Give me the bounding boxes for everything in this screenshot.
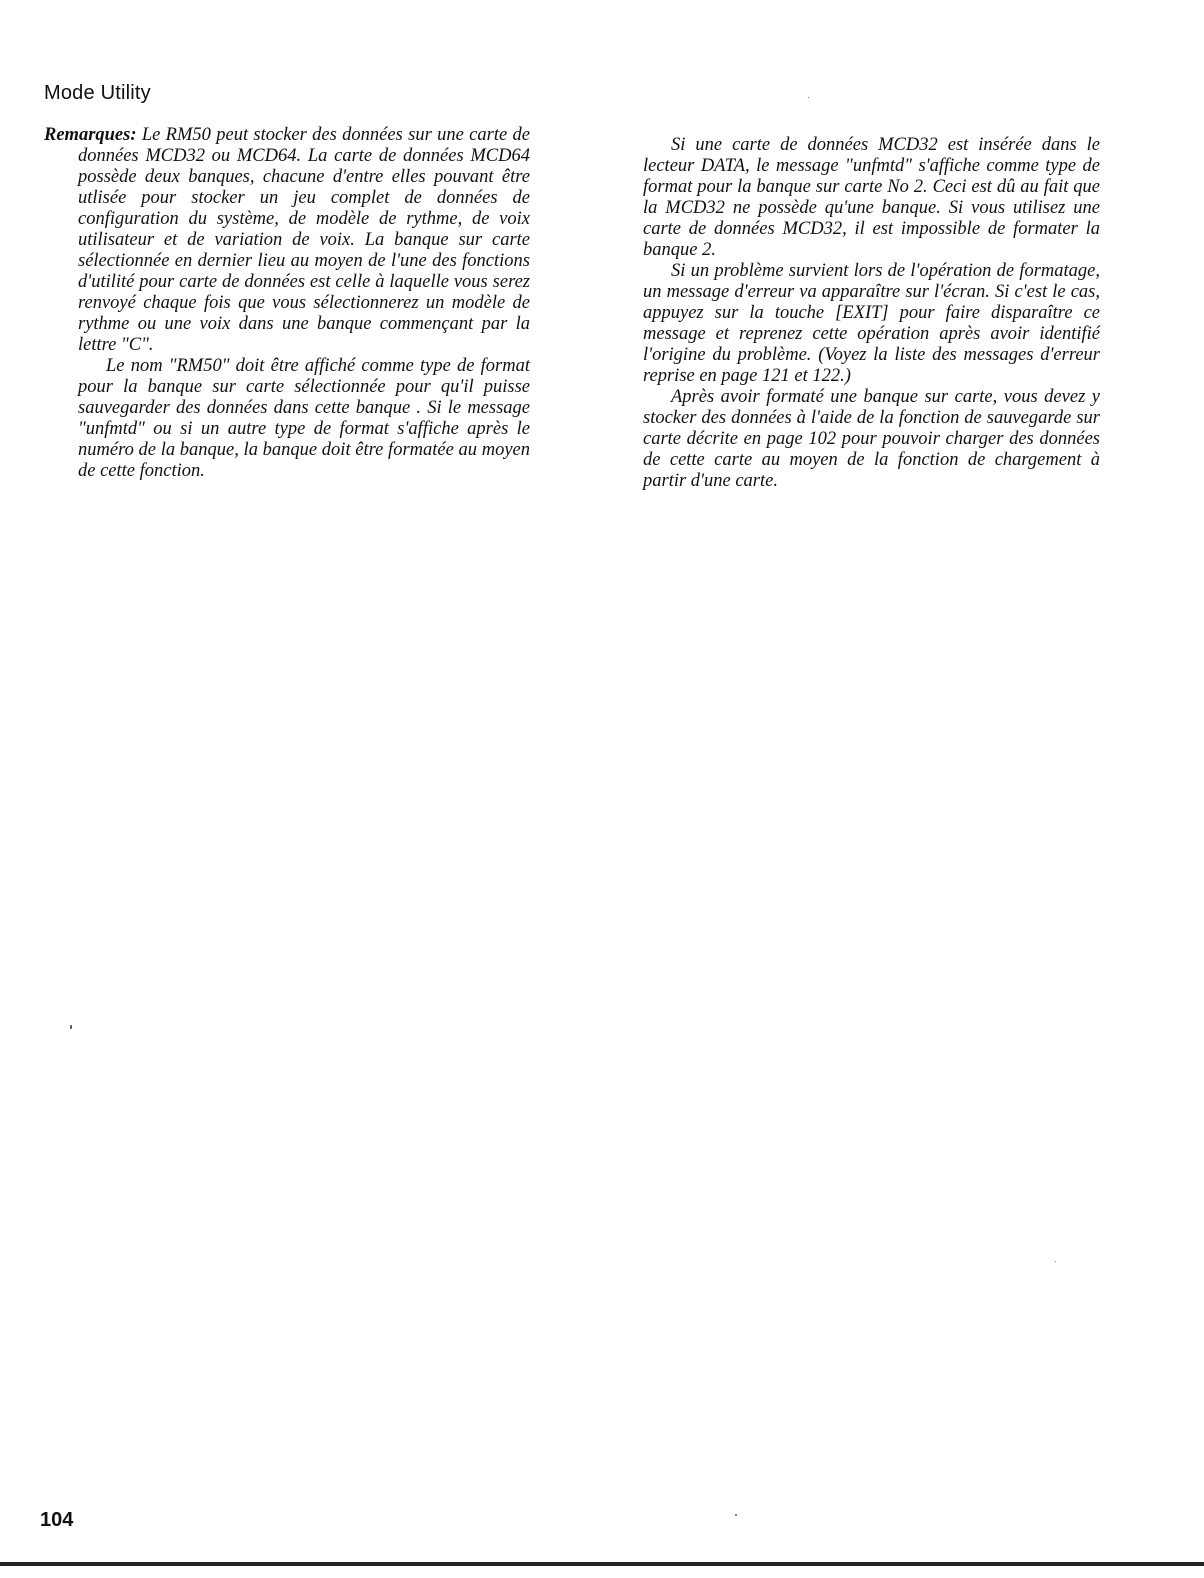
scan-speck (1055, 1261, 1056, 1262)
remarks-label: Remarques: (44, 125, 137, 145)
scan-speck (70, 1025, 72, 1029)
remarks-paragraph (44, 125, 530, 356)
remarks-text: Le RM50 peut stocker des données sur une carte de données MCD32 ou MCD64. La carte de données MCD64 possède deux banques, chacune d'entre elles pouvant être utlisée pour stocker un jeu complet de données de configuration du système, de modèle de rythme, de voix utilisateur et de variation de voix. La banque sur carte sélectionnée en dernier lieu au moyen de l'une des fonctions d'utilité pour carte de données est celle à laquelle vous serez renvoyé chaque fois que vous sélectionnerez un modèle de rythme ou une voix dans une banque commençant par la lettre "C". (78, 125, 530, 355)
right-paragraph-2: Si un problème survient lors de l'opération de formatage, un message d'erreur va apparaître sur l'écran. Si c'est le cas, appuyez sur la touche [EXIT] pour faire disparaître ce message et reprenez cette opération après avoir identifié l'origine du problème. (Voyez la liste des messages d'erreur reprise en page 121 et 122.) (643, 261, 1100, 386)
right-paragraph-3: Après avoir formaté une banque sur carte, vous devez y stocker des données à l'aide de la fonction de sauvegarde sur carte décrite en page 102 pour pouvoir charger des données de cette carte au moyen de la fonction de chargement à partir d'une carte. (643, 387, 1100, 491)
right-column (643, 135, 1100, 492)
left-paragraph-2: Le nom "RM50" doit être affiché comme type de format pour la banque sur carte sélectionnée pour qu'il puisse sauvegarder des données dans cette banque . Si le message "unfmtd" ou si un autre type de format s'affiche après le numéro de la banque, la banque doit être formatée au moyen de cette fonction. (78, 356, 530, 481)
left-column (44, 125, 530, 482)
scan-speck (808, 97, 809, 98)
page-number: 104 (40, 1509, 74, 1531)
right-paragraph-1: Si une carte de données MCD32 est insérée dans le lecteur DATA, le message "unfmtd" s'affiche comme type de format pour la banque sur carte No 2. Ceci est dû au fait que la MCD32 ne possède qu'une banque. Si vous utilisez une carte de données MCD32, il est impossible de formater la banque 2. (643, 135, 1100, 260)
section-title: Mode Utility (44, 82, 151, 104)
scan-speck (735, 1514, 737, 1516)
bottom-rule (0, 1562, 1204, 1566)
